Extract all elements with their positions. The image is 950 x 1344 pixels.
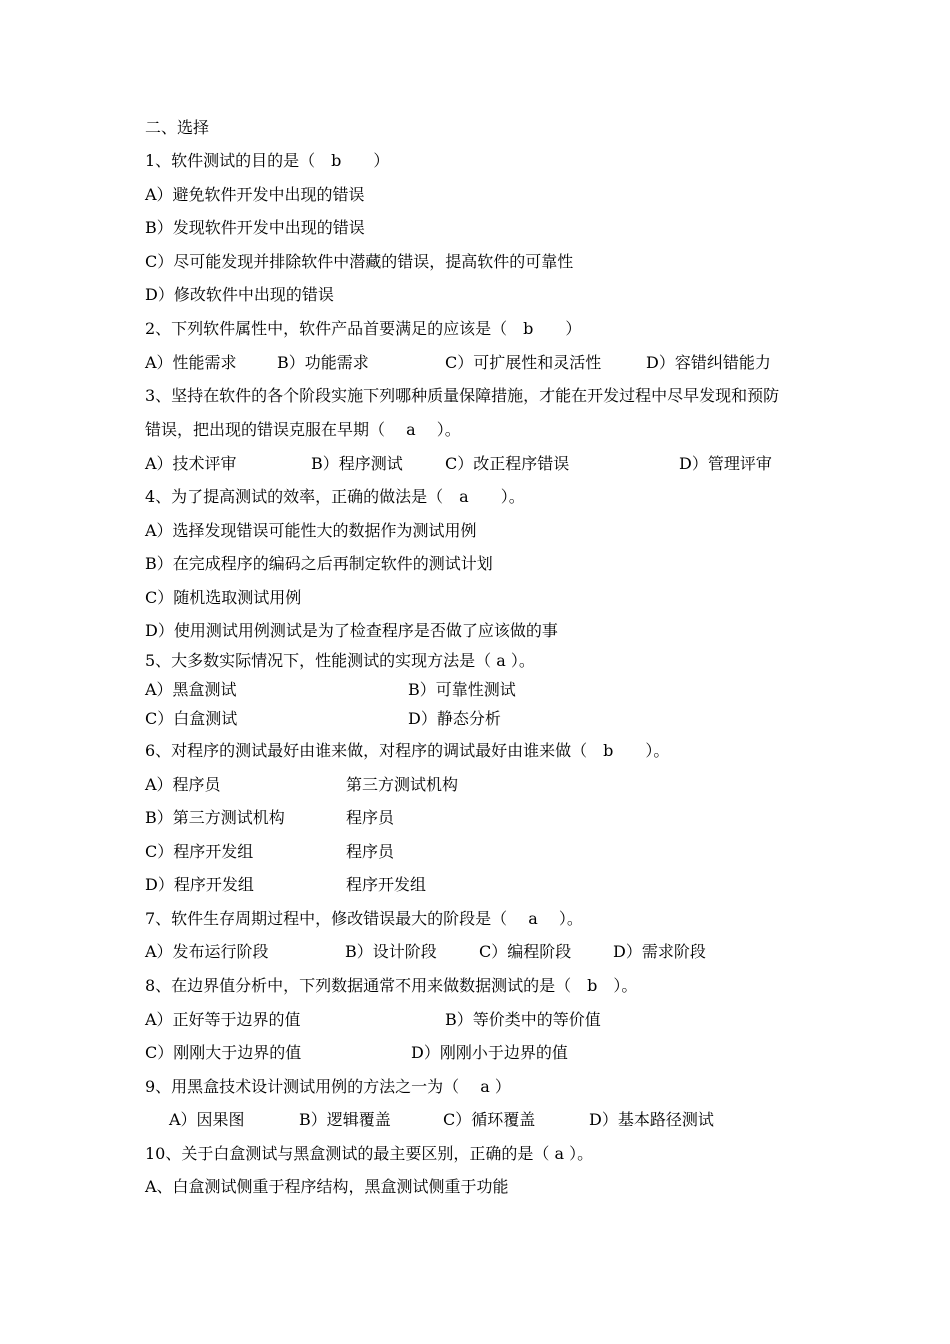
q5-option-a: A）黑盒测试 [145, 680, 237, 699]
question-10-stem: 10、关于白盒测试与黑盒测试的最主要区别，正确的是（ a ）。 [145, 1144, 594, 1163]
q2-option-d: D）容错纠错能力 [646, 353, 771, 372]
q6-option-b-debugging: 程序员 [346, 808, 395, 827]
q9-option-c: C）循环覆盖 [443, 1110, 536, 1129]
q5-option-d: D）静态分析 [408, 709, 501, 728]
q3-option-a: A）技术评审 [145, 454, 237, 473]
q4-option-b: B）在完成程序的编码之后再制定软件的测试计划 [145, 554, 493, 573]
q7-option-a: A）发布运行阶段 [145, 942, 269, 961]
q1-option-b: B）发现软件开发中出现的错误 [145, 218, 365, 237]
q6-option-c-testing: C）程序开发组 [145, 842, 254, 861]
q8-option-c: C）刚刚大于边界的值 [145, 1043, 302, 1062]
q7-option-c: C）编程阶段 [479, 942, 572, 961]
q1-option-d: D）修改软件中出现的错误 [145, 285, 334, 304]
q1-option-c: C）尽可能发现并排除软件中潜藏的错误，提高软件的可靠性 [145, 252, 574, 271]
q5-option-c: C）白盒测试 [145, 709, 238, 728]
q9-option-b: B）逻辑覆盖 [299, 1110, 391, 1129]
q3-option-b: B）程序测试 [311, 454, 403, 473]
q2-option-a: A）性能需求 [145, 353, 237, 372]
q4-option-a: A）选择发现错误可能性大的数据作为测试用例 [145, 521, 477, 540]
q6-option-c-debugging: 程序员 [346, 842, 395, 861]
q6-option-a-debugging: 第三方测试机构 [346, 775, 459, 794]
q9-option-d: D）基本路径测试 [589, 1110, 714, 1129]
q3-option-d: D）管理评审 [679, 454, 772, 473]
q8-option-a: A）正好等于边界的值 [145, 1010, 301, 1029]
question-1-stem: 1、软件测试的目的是（ b ） [145, 151, 390, 170]
q8-option-b: B）等价类中的等价值 [445, 1010, 601, 1029]
question-7-stem: 7、软件生存周期过程中，修改错误最大的阶段是（ a ）。 [145, 909, 583, 928]
q6-option-d-debugging: 程序开发组 [346, 875, 427, 894]
section-heading: 二、选择 [145, 118, 210, 137]
q9-option-a: A）因果图 [169, 1110, 245, 1129]
q7-option-d: D）需求阶段 [613, 942, 706, 961]
question-8-stem: 8、在边界值分析中，下列数据通常不用来做数据测试的是（ b ）。 [145, 976, 638, 995]
question-3-stem-line1: 3、坚持在软件的各个阶段实施下列哪种质量保障措施，才能在开发过程中尽早发现和预防 [145, 386, 780, 405]
q4-option-d: D）使用测试用例测试是为了检查程序是否做了应该做的事 [145, 621, 558, 640]
q1-option-a: A）避免软件开发中出现的错误 [145, 185, 365, 204]
q7-option-b: B）设计阶段 [345, 942, 437, 961]
q5-option-b: B）可靠性测试 [408, 680, 516, 699]
question-4-stem: 4、为了提高测试的效率，正确的做法是（ a ）。 [145, 487, 525, 506]
q6-option-d-testing: D）程序开发组 [145, 875, 254, 894]
question-9-stem: 9、用黑盒技术设计测试用例的方法之一为（ a ） [145, 1077, 511, 1096]
q2-option-b: B）功能需求 [277, 353, 369, 372]
q4-option-c: C）随机选取测试用例 [145, 588, 302, 607]
q8-option-d: D）刚刚小于边界的值 [411, 1043, 568, 1062]
q3-option-c: C）改正程序错误 [445, 454, 570, 473]
q6-option-b-testing: B）第三方测试机构 [145, 808, 285, 827]
q10-option-a: A、白盒测试侧重于程序结构，黑盒测试侧重于功能 [145, 1177, 509, 1196]
question-6-stem: 6、对程序的测试最好由谁来做，对程序的调试最好由谁来做（ b ）。 [145, 741, 670, 760]
question-2-stem: 2、下列软件属性中，软件产品首要满足的应该是（ b ） [145, 319, 582, 338]
question-3-stem-line2: 错误，把出现的错误克服在早期（ a ）。 [145, 420, 461, 439]
question-5-stem: 5、大多数实际情况下，性能测试的实现方法是（ a ）。 [145, 651, 535, 670]
q6-option-a-testing: A）程序员 [145, 775, 221, 794]
q2-option-c: C）可扩展性和灵活性 [445, 353, 602, 372]
